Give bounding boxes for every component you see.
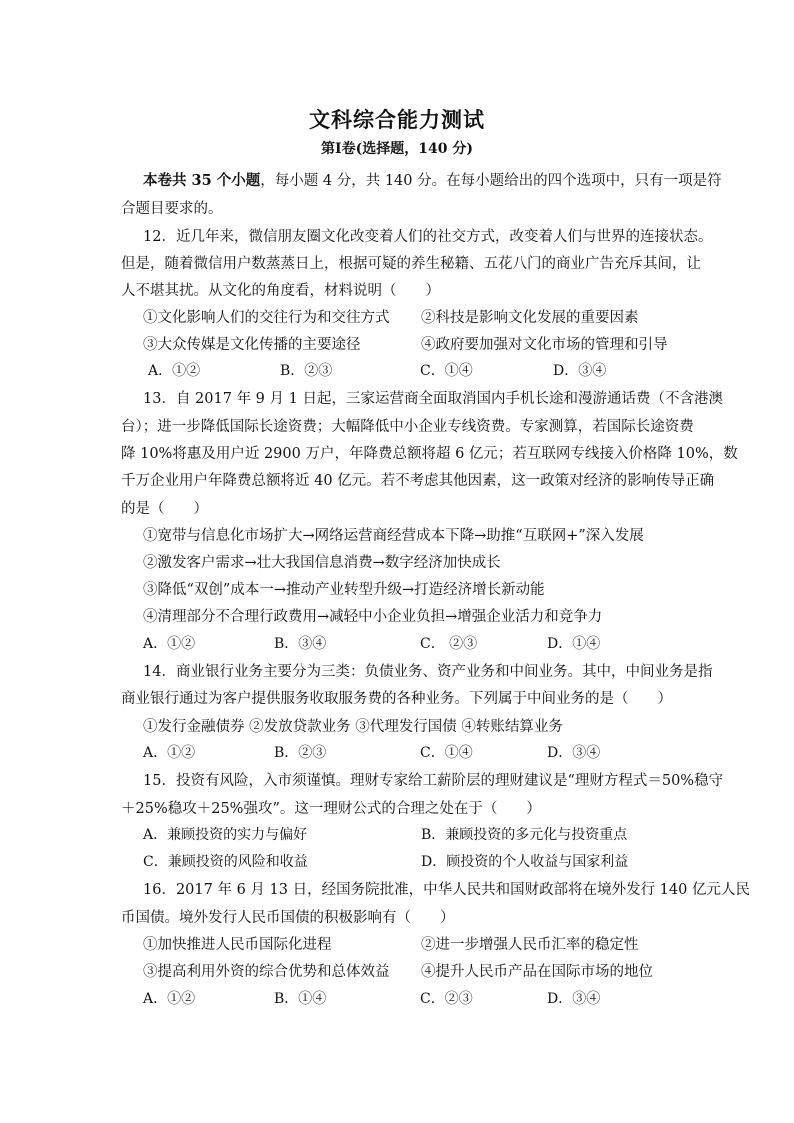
- q13-item-4: ④清理部分不合理行政费用→减轻中小企业负担→增强企业活力和竞争力: [143, 609, 603, 625]
- q12-line-3: 人不堪其扰。从文化的角度看，材料说明（ ）: [121, 283, 440, 299]
- q16-choice-a: A．①②: [143, 991, 196, 1007]
- section-subtitle: 第Ⅰ卷(选择题，140 分): [321, 141, 473, 157]
- q12-item-1: ①文化影响人们的交往行为和交往方式: [143, 310, 390, 326]
- q12-item-2: ②科技是影响文化发展的重要因素: [421, 310, 639, 326]
- q13-line-2: 台）；进一步降低国际长途资费；大幅降低中小企业专线资费。专家测算，若国际长途资费: [121, 419, 694, 435]
- q15-choice-d: D．顾投资的个人收益与国家利益: [421, 854, 629, 870]
- q12-line-1: 12．近几年来，微信朋友圈文化改变着人们的社交方式，改变着人们与世界的连接状态。: [143, 229, 713, 245]
- q12-item-3: ③大众传媒是文化传播的主要途径: [143, 337, 361, 353]
- q15-choice-b: B．兼顾投资的多元化与投资重点: [421, 827, 628, 843]
- q14-choice-b: B．②③: [274, 745, 327, 761]
- q16-item-1: ①加快推进人民币国际化进程: [143, 937, 332, 953]
- page-title: 文科综合能力测试: [309, 107, 485, 132]
- q13-line-1: 13．自 2017 年 9 月 1 日起，三家运营商全面取消国内手机长途和漫游通话费（不含港澳: [143, 391, 723, 407]
- q13-item-3: ③降低“双创”成本一→推动产业转型升级→打造经济增长新动能: [143, 582, 545, 598]
- q13-choice-b: B．③④: [274, 636, 327, 652]
- q13-item-2: ②激发客户需求→壮大我国信息消费→数字经济加快成长: [143, 555, 501, 571]
- q12-line-2: 但是，随着微信用户数蒸蒸日上，根据可疑的养生秘籍、五花八门的商业广告充斥其间，让: [121, 256, 701, 272]
- q15-choice-a: A．兼顾投资的实力与偏好: [143, 827, 308, 843]
- q16-line-2: 币国债。境外发行人民币国债的积极影响有（ ）: [121, 910, 455, 926]
- q12-choice-d: D．③④: [553, 363, 607, 379]
- q16-choice-c: C．②③: [420, 991, 473, 1007]
- instruction-rest: ，每小题 4 分，共 140 分。在每小题给出的四个选项中，只有一项是符: [260, 173, 722, 189]
- q12-choice-b: B．②③: [280, 363, 333, 379]
- q14-choice-a: A．①②: [143, 745, 196, 761]
- q13-item-1: ①宽带与信息化市场扩大→网络运营商经营成本下降→助推“互联网+”深入发展: [143, 528, 644, 544]
- q13-line-4: 千万企业用户年降费总额将近 40 亿元。若不考虑其他因素，这一政策对经济的影响传导正确: [121, 473, 715, 489]
- q16-line-1: 16．2017 年 6 月 13 日，经国务院批准，中华人民共和国财政部将在境外发行 140 亿元人民: [143, 882, 750, 898]
- q12-choice-c: C．①④: [420, 363, 473, 379]
- instruction-line-2: 合题目要求的。: [121, 201, 223, 217]
- q13-line-5: 的是（ ）: [121, 501, 208, 517]
- q14-line-1: 14．商业银行业务主要分为三类：负债业务、资产业务和中间业务。其中，中间业务是指: [143, 664, 713, 680]
- q16-item-2: ②进一步增强人民币汇率的稳定性: [421, 937, 639, 953]
- q15-line-2: ＋25%稳攻＋25%强攻”。这一理财公式的合理之处在于（ ）: [121, 801, 541, 817]
- q16-item-4: ④提升人民币产品在国际市场的地位: [421, 964, 653, 980]
- q13-line-3: 降 10%将惠及用户近 2900 万户，年降费总额将超 6 亿元；若互联网专线接入价格降 10%，数: [121, 446, 738, 462]
- q14-choice-c: C．①④: [420, 745, 473, 761]
- q14-line-2: 商业银行通过为客户提供服务收取服务费的各种业务。下列属于中间业务的是（ ）: [121, 691, 672, 707]
- q15-choice-c: C．兼顾投资的风险和收益: [143, 854, 308, 870]
- q16-choice-d: D．③④: [547, 991, 601, 1007]
- q14-items: ①发行金融债券 ②发放贷款业务 ③代理发行国债 ④转账结算业务: [143, 719, 563, 735]
- instruction-bold: 本卷共 35 个小题: [143, 172, 261, 189]
- q13-choice-c: C． ②③: [420, 636, 478, 652]
- q16-item-3: ③提高利用外资的综合优势和总体效益: [143, 964, 390, 980]
- q13-choice-d: D．①④: [547, 636, 601, 652]
- q16-choice-b: B．①④: [274, 991, 327, 1007]
- q14-choice-d: D．③④: [547, 745, 601, 761]
- q15-line-1: 15．投资有风险，入市须谨慎。理财专家给工薪阶层的理财建议是“理财方程式＝50%稳守: [143, 773, 724, 789]
- q12-choice-a: A．①②: [148, 363, 201, 379]
- instruction-line-1: [143, 169, 722, 190]
- q13-choice-a: A．①②: [143, 636, 196, 652]
- q12-item-4: ④政府要加强对文化市场的管理和引导: [421, 337, 668, 353]
